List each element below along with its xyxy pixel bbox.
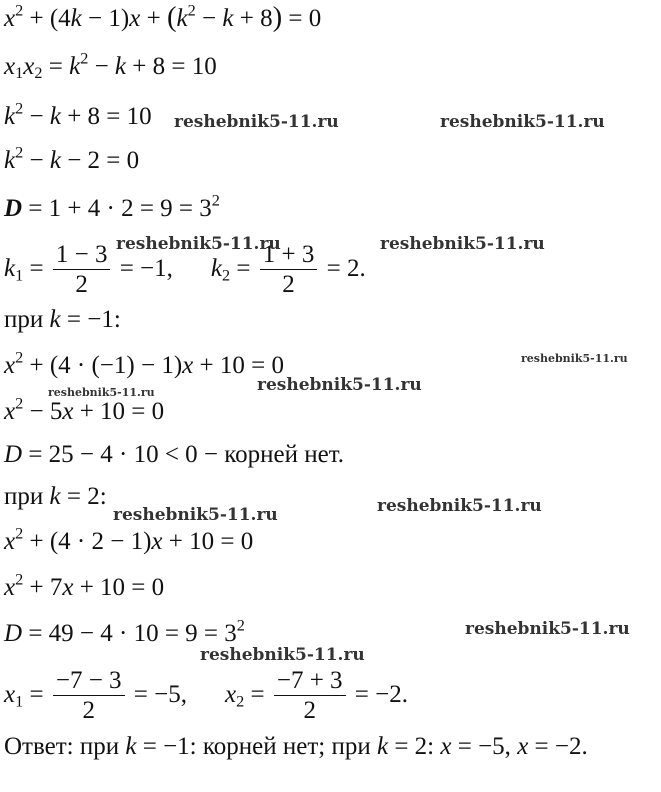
equation-line-2	[4, 49, 217, 83]
text: + 8 = 10	[60, 103, 152, 130]
var-x: x	[129, 5, 141, 32]
var-k: k	[114, 53, 127, 80]
var-x: x	[4, 528, 16, 555]
text: −	[23, 103, 50, 130]
text: − 1)	[81, 5, 130, 32]
subscript: 1	[15, 266, 24, 285]
text: + 10 = 0	[73, 574, 165, 601]
var-x: x	[225, 681, 237, 709]
text: −	[195, 5, 223, 32]
text: при	[4, 483, 50, 510]
var-x: x	[62, 398, 74, 425]
denominator: 2	[282, 271, 295, 298]
watermark: reshebnik5-11.ru	[200, 645, 365, 665]
var-k: k	[49, 103, 61, 130]
text: + 7	[23, 574, 63, 601]
var-k: k	[376, 733, 389, 760]
var-k: k	[4, 255, 16, 283]
paren: (	[166, 1, 177, 33]
var-x: x	[4, 681, 16, 709]
text: + 10 = 0	[73, 398, 165, 425]
text: +	[140, 5, 167, 32]
watermark: reshebnik5-11.ru	[380, 234, 545, 254]
fraction	[53, 667, 125, 726]
text: =	[23, 255, 50, 283]
var-k: k	[49, 483, 61, 510]
exponent: 2	[236, 616, 245, 635]
var-k: k	[69, 53, 81, 80]
watermark: reshebnik5-11.ru	[257, 375, 422, 395]
text: = 1 + 4 · 2 = 9 = 3	[22, 195, 212, 222]
fraction	[274, 667, 346, 726]
var-k: k	[222, 5, 234, 32]
var-x: x	[517, 733, 529, 760]
watermark: reshebnik5-11.ru	[116, 234, 281, 254]
numerator: −7 − 3	[53, 667, 125, 696]
var-k: k	[210, 255, 223, 283]
var-k: k	[70, 5, 82, 32]
subscript: 1	[15, 692, 24, 711]
equation-line-13	[4, 570, 165, 603]
paren: )	[272, 1, 283, 33]
var-x: x	[4, 352, 16, 379]
exponent: 2	[15, 524, 24, 543]
text: =	[244, 681, 271, 709]
subscript: 2	[222, 266, 231, 285]
exponent: 2	[187, 1, 196, 20]
text: = −1,	[113, 255, 173, 283]
text: = −1: корней нет; при	[136, 733, 377, 760]
var-d: D	[4, 195, 23, 222]
denominator: 2	[303, 697, 316, 724]
text: = 25 − 4 · 10 < 0 − корней нет.	[22, 441, 345, 468]
equation-line-9	[4, 394, 165, 427]
equation-line-3	[4, 99, 152, 132]
denominator: 2	[75, 271, 88, 298]
text: =	[23, 681, 50, 709]
text: − 2 = 0	[60, 147, 140, 174]
watermark: reshebnik5-11.ru	[440, 112, 605, 132]
var-k: k	[125, 733, 137, 760]
text: + 8	[233, 5, 273, 32]
exponent: 2	[15, 99, 24, 118]
var-d: D	[4, 441, 23, 468]
exponent: 2	[211, 191, 220, 210]
exponent: 2	[15, 1, 24, 20]
text: = −5,	[451, 733, 518, 760]
text: Ответ: при	[4, 733, 126, 760]
text: = 2:	[60, 483, 107, 510]
text: −	[88, 53, 115, 80]
var-x: x	[4, 398, 16, 425]
var-x: x	[182, 352, 194, 379]
text: + 10 = 0	[162, 528, 254, 555]
equation-line-12	[4, 524, 254, 557]
denominator: 2	[82, 697, 95, 724]
subscript: 2	[34, 64, 43, 83]
equation-line-15	[4, 667, 408, 726]
var-k: k	[176, 5, 188, 32]
watermark: reshebnik5-11.ru	[174, 112, 339, 132]
watermark: reshebnik5-11.ru	[521, 352, 628, 365]
exponent: 2	[15, 348, 24, 367]
var-k: k	[49, 147, 61, 174]
equation-line-5	[4, 191, 220, 224]
text: = −2.	[528, 733, 588, 760]
text: − 5	[23, 398, 63, 425]
text: = 2.	[320, 255, 366, 283]
text: = 2:	[388, 733, 441, 760]
equation-line-10	[4, 440, 344, 470]
exponent: 2	[80, 49, 89, 68]
exponent: 2	[15, 570, 24, 589]
text: =	[230, 255, 257, 283]
var-k: k	[49, 306, 61, 333]
var-x: x	[4, 53, 16, 80]
watermark: reshebnik5-11.ru	[48, 386, 155, 399]
watermark: reshebnik5-11.ru	[377, 496, 542, 516]
text: + 10 = 0	[193, 352, 284, 379]
var-x: x	[23, 53, 35, 80]
var-x: x	[151, 528, 163, 555]
var-x: x	[62, 574, 74, 601]
text: = 49 − 4 · 10 = 9 = 3	[22, 620, 237, 647]
case-heading-k-minus-1	[4, 305, 121, 335]
numerator: 1 − 3	[53, 241, 111, 270]
var-x: x	[4, 574, 16, 601]
subscript: 1	[15, 64, 24, 83]
subscript: 2	[236, 692, 245, 711]
equation-line-1	[4, 2, 321, 34]
exponent: 2	[15, 143, 24, 162]
case-heading-k-2	[4, 482, 107, 512]
text: + (4 · 2 − 1)	[23, 528, 152, 555]
watermark: reshebnik5-11.ru	[113, 505, 278, 525]
answer-line	[4, 732, 588, 762]
var-k: k	[4, 103, 16, 130]
text: при	[4, 306, 50, 333]
exponent: 2	[15, 394, 24, 413]
var-x: x	[4, 5, 16, 32]
text: + 8 = 10	[126, 53, 217, 80]
numerator: 1 + 3	[260, 241, 318, 270]
text: = 0	[282, 5, 322, 32]
text: + (4 · (−1) − 1)	[23, 352, 183, 379]
fraction	[53, 241, 111, 300]
var-d: D	[4, 620, 23, 647]
text: = −1:	[60, 306, 121, 333]
text: + (4	[23, 5, 71, 32]
text: −	[23, 147, 50, 174]
numerator: −7 + 3	[274, 667, 346, 696]
text: = −5,	[127, 681, 187, 709]
equation-line-8	[4, 348, 284, 381]
var-x: x	[440, 733, 452, 760]
text: = −2.	[348, 681, 408, 709]
equation-line-4	[4, 143, 140, 176]
var-k: k	[4, 147, 16, 174]
text: =	[42, 53, 70, 80]
watermark: reshebnik5-11.ru	[465, 619, 630, 639]
